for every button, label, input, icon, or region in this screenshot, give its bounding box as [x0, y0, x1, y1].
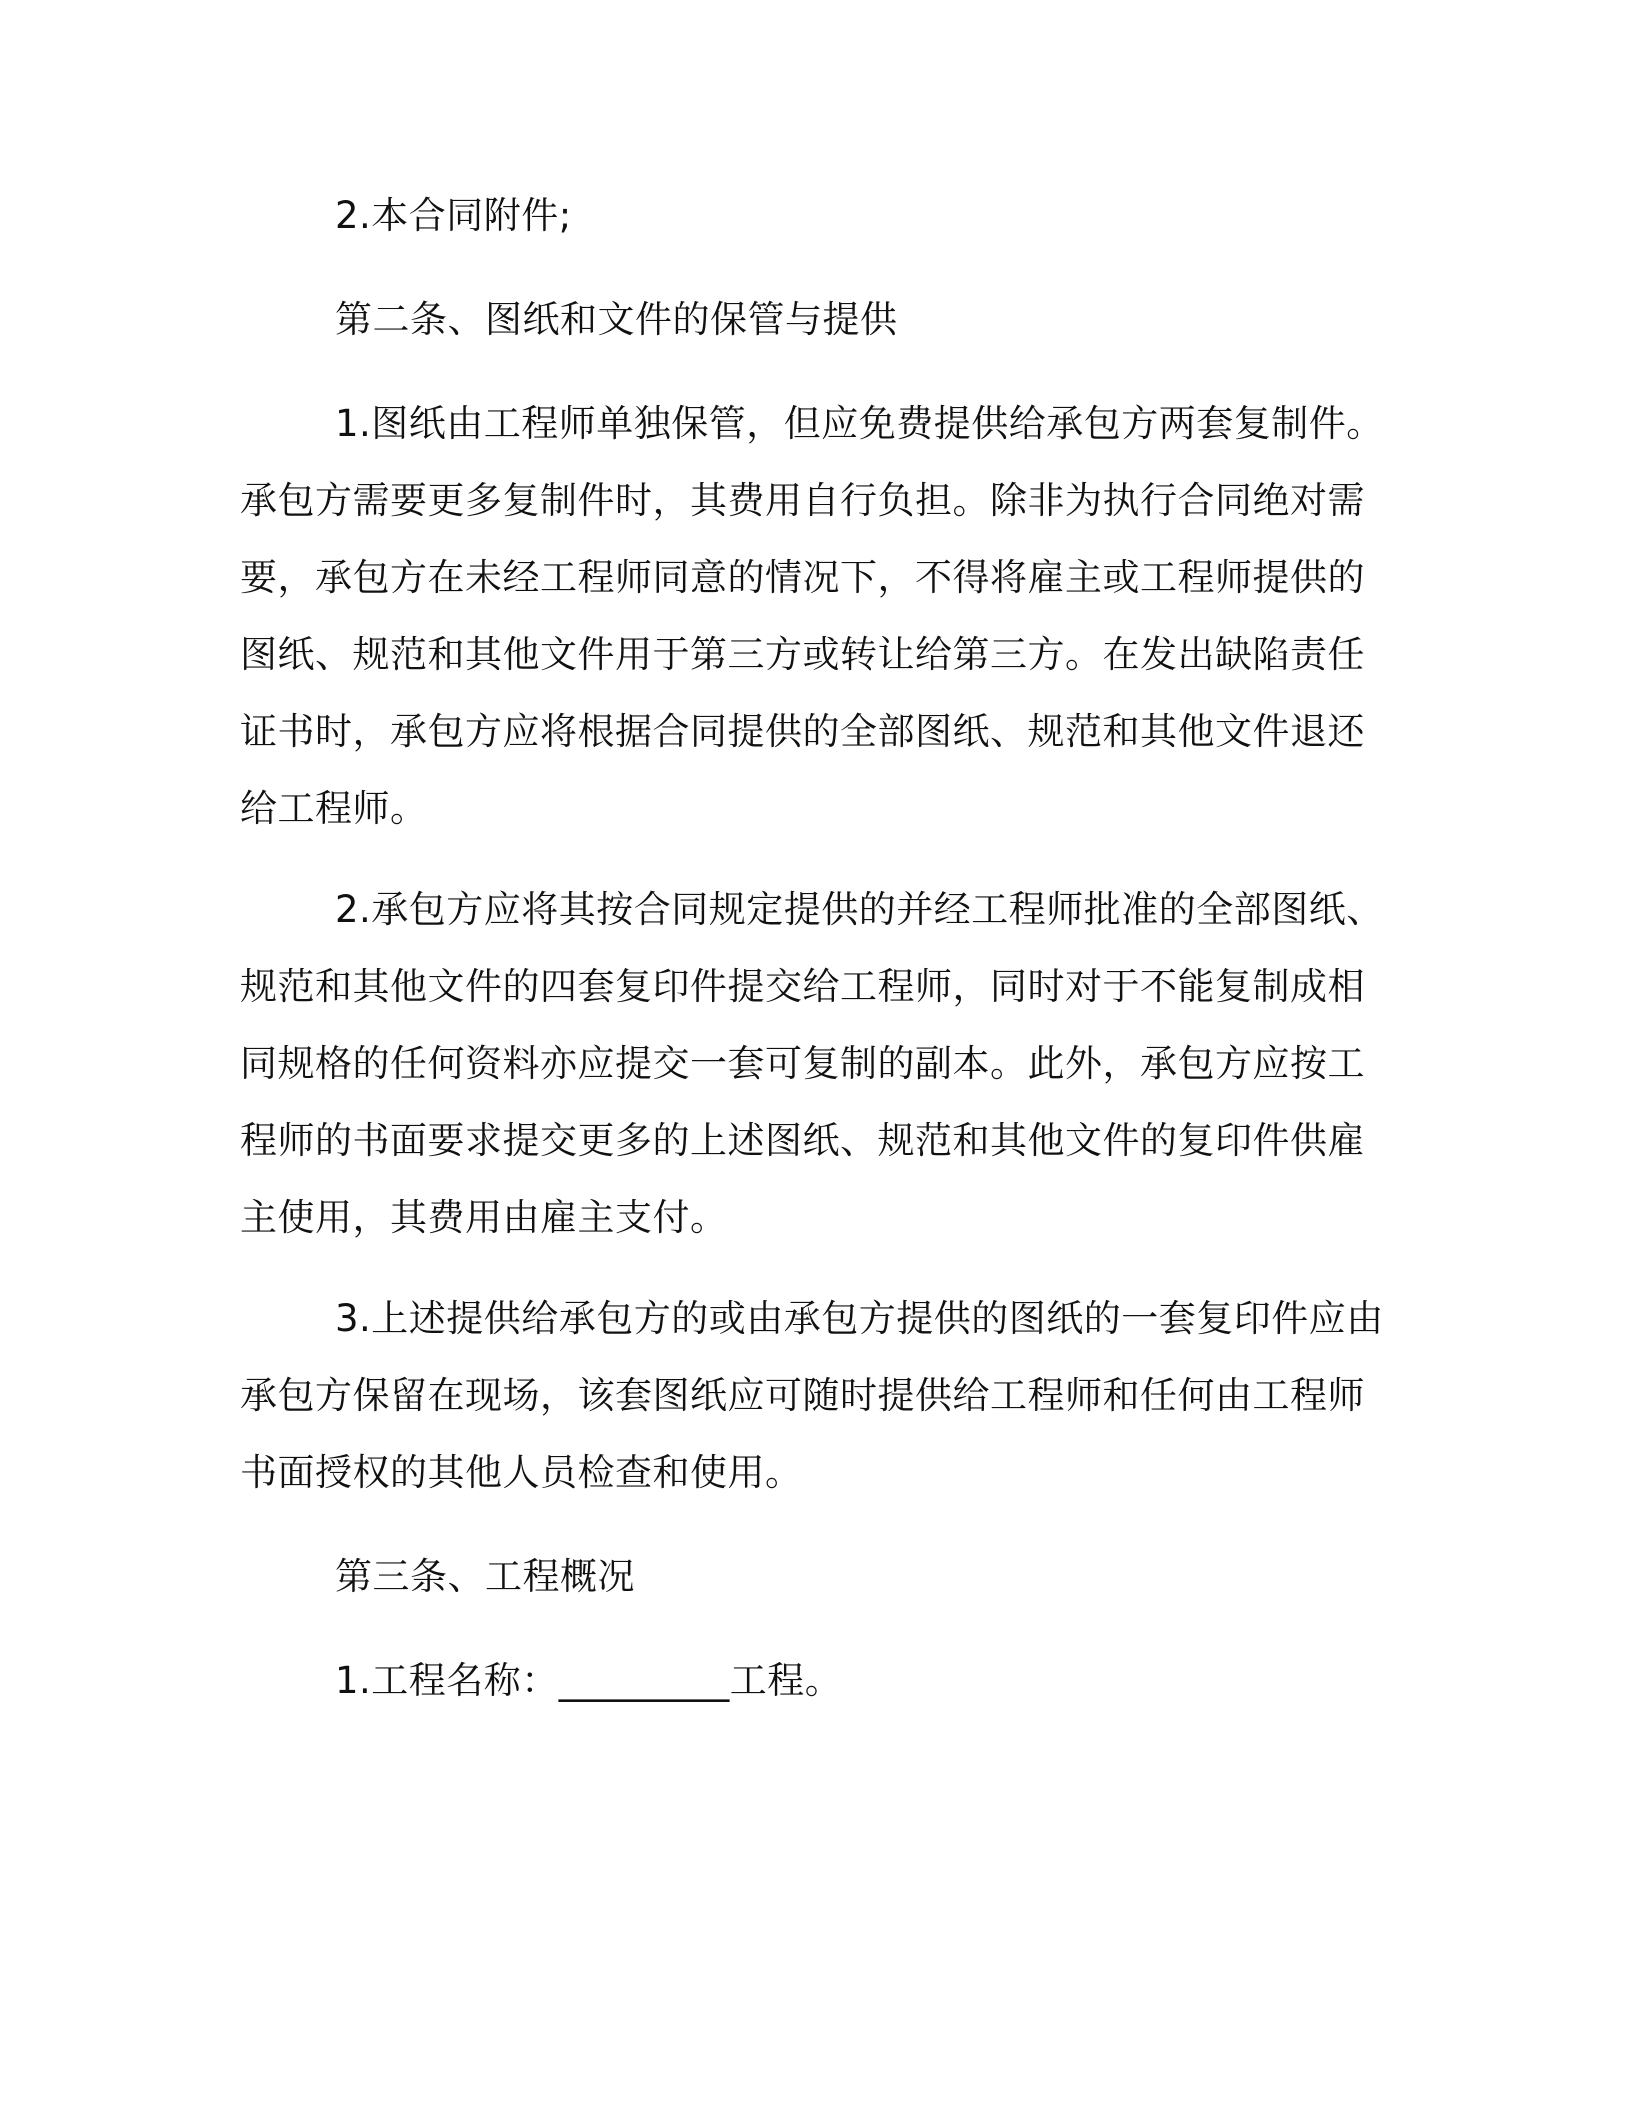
- article-2-clause-3-line-2: 承包方保留在现场，该套图纸应可随时提供给工程师和任何由工程师: [240, 1374, 1365, 1417]
- article-2-clause-1-line-1: 1.图纸由工程师单独保管，但应免费提供给承包方两套复制件。: [335, 402, 1384, 445]
- article-2-clause-2-line-4: 程师的书面要求提交更多的上述图纸、规范和其他文件的复印件供雇: [240, 1119, 1365, 1162]
- article-2-clause-2-line-3: 同规格的任何资料亦应提交一套可复制的副本。此外，承包方应按工: [240, 1042, 1365, 1085]
- article-3-heading: 第三条、工程概况: [335, 1555, 635, 1598]
- article-2-clause-2-line-5: 主使用，其费用由雇主支付。: [240, 1196, 728, 1239]
- article-2-clause-3-line-3: 书面授权的其他人员检查和使用。: [240, 1451, 803, 1494]
- article-2-clause-2-line-2: 规范和其他文件的四套复印件提交给工程师，同时对于不能复制成相: [240, 965, 1365, 1008]
- project-name-field: 1.工程名称：_________工程。: [335, 1659, 843, 1702]
- article-2-clause-1-line-4: 图纸、规范和其他文件用于第三方或转让给第三方。在发出缺陷责任: [240, 633, 1365, 676]
- attachment-item-2: 2.本合同附件;: [335, 194, 572, 237]
- article-2-clause-1-line-3: 要，承包方在未经工程师同意的情况下，不得将雇主或工程师提供的: [240, 556, 1365, 599]
- article-2-heading: 第二条、图纸和文件的保管与提供: [335, 298, 898, 341]
- article-2-clause-1-line-6: 给工程师。: [240, 787, 428, 830]
- article-2-clause-1-line-5: 证书时，承包方应将根据合同提供的全部图纸、规范和其他文件退还: [240, 710, 1365, 753]
- article-2-clause-3-line-1: 3.上述提供给承包方的或由承包方提供的图纸的一套复印件应由: [335, 1297, 1384, 1340]
- article-2-clause-2-line-1: 2.承包方应将其按合同规定提供的并经工程师批准的全部图纸、: [335, 888, 1384, 931]
- article-2-clause-1-line-2: 承包方需要更多复制件时，其费用自行负担。除非为执行合同绝对需: [240, 479, 1365, 522]
